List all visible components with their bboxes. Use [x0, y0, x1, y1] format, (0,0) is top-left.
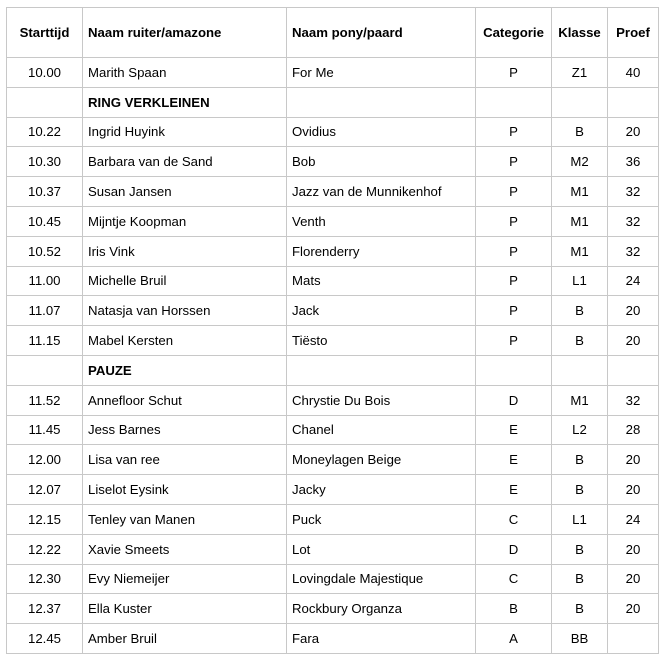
cell-ruiter: Mijntje Koopman: [83, 206, 287, 236]
schedule-table-wrapper: [6, 7, 659, 654]
cell-ruiter: Barbara van de Sand: [83, 147, 287, 177]
cell-paard: Rockbury Organza: [287, 594, 476, 624]
cell-proef: 20: [608, 326, 659, 356]
cell-ruiter: Natasja van Horssen: [83, 296, 287, 326]
cell-categorie: P: [476, 117, 552, 147]
cell-proef: 32: [608, 385, 659, 415]
cell-ruiter: RING VERKLEINEN: [83, 87, 287, 117]
cell-klasse: BB: [552, 624, 608, 654]
cell-paard: Moneylagen Beige: [287, 445, 476, 475]
cell-klasse: B: [552, 445, 608, 475]
cell-categorie: C: [476, 504, 552, 534]
table-body: [7, 58, 659, 654]
cell-paard: Mats: [287, 266, 476, 296]
cell-klasse: Z1: [552, 58, 608, 88]
cell-starttijd: 11.00: [7, 266, 83, 296]
cell-ruiter: Tenley van Manen: [83, 504, 287, 534]
cell-categorie: P: [476, 266, 552, 296]
cell-klasse: L1: [552, 266, 608, 296]
table-row: [7, 206, 659, 236]
cell-paard: Fara: [287, 624, 476, 654]
cell-proef: 28: [608, 415, 659, 445]
cell-starttijd: 10.52: [7, 236, 83, 266]
cell-paard: Jazz van de Munnikenhof: [287, 177, 476, 207]
cell-klasse: M1: [552, 385, 608, 415]
cell-starttijd: 12.00: [7, 445, 83, 475]
cell-ruiter: Annefloor Schut: [83, 385, 287, 415]
cell-proef: 20: [608, 117, 659, 147]
cell-categorie: E: [476, 415, 552, 445]
cell-starttijd: 10.00: [7, 58, 83, 88]
cell-klasse: [552, 87, 608, 117]
cell-categorie: P: [476, 296, 552, 326]
cell-paard: Chanel: [287, 415, 476, 445]
cell-starttijd: 11.15: [7, 326, 83, 356]
cell-paard: Jacky: [287, 475, 476, 505]
cell-starttijd: 12.37: [7, 594, 83, 624]
header-paard: Naam pony/paard: [287, 8, 476, 58]
cell-categorie: P: [476, 206, 552, 236]
header-row: [7, 8, 659, 58]
cell-starttijd: [7, 87, 83, 117]
table-header: [7, 8, 659, 58]
cell-proef: 32: [608, 177, 659, 207]
cell-klasse: L2: [552, 415, 608, 445]
cell-paard: Lovingdale Majestique: [287, 564, 476, 594]
header-starttijd: Starttijd: [7, 8, 83, 58]
cell-proef: 24: [608, 266, 659, 296]
header-ruiter: Naam ruiter/amazone: [83, 8, 287, 58]
cell-ruiter: Iris Vink: [83, 236, 287, 266]
table-row: [7, 564, 659, 594]
cell-paard: Venth: [287, 206, 476, 236]
cell-ruiter: Michelle Bruil: [83, 266, 287, 296]
cell-ruiter: Mabel Kersten: [83, 326, 287, 356]
table-row: [7, 594, 659, 624]
cell-paard: [287, 355, 476, 385]
cell-paard: Bob: [287, 147, 476, 177]
table-row: [7, 147, 659, 177]
cell-categorie: E: [476, 445, 552, 475]
table-row: [7, 117, 659, 147]
table-row: [7, 534, 659, 564]
section-row: [7, 87, 659, 117]
cell-starttijd: 10.37: [7, 177, 83, 207]
cell-klasse: M1: [552, 177, 608, 207]
cell-proef: 20: [608, 594, 659, 624]
cell-categorie: P: [476, 236, 552, 266]
cell-proef: [608, 624, 659, 654]
cell-ruiter: Xavie Smeets: [83, 534, 287, 564]
cell-starttijd: 10.45: [7, 206, 83, 236]
table-row: [7, 624, 659, 654]
cell-ruiter: Amber Bruil: [83, 624, 287, 654]
cell-paard: Chrystie Du Bois: [287, 385, 476, 415]
cell-starttijd: 12.30: [7, 564, 83, 594]
cell-klasse: B: [552, 117, 608, 147]
cell-klasse: B: [552, 564, 608, 594]
header-klasse: Klasse: [552, 8, 608, 58]
cell-proef: 32: [608, 206, 659, 236]
cell-categorie: A: [476, 624, 552, 654]
cell-starttijd: 10.22: [7, 117, 83, 147]
cell-proef: 20: [608, 445, 659, 475]
cell-ruiter: Susan Jansen: [83, 177, 287, 207]
cell-proef: [608, 355, 659, 385]
cell-starttijd: 10.30: [7, 147, 83, 177]
table-row: [7, 445, 659, 475]
cell-paard: Jack: [287, 296, 476, 326]
cell-klasse: B: [552, 594, 608, 624]
cell-proef: 40: [608, 58, 659, 88]
cell-paard: Ovidius: [287, 117, 476, 147]
table-row: [7, 475, 659, 505]
cell-klasse: L1: [552, 504, 608, 534]
cell-categorie: E: [476, 475, 552, 505]
cell-categorie: [476, 87, 552, 117]
cell-starttijd: 11.07: [7, 296, 83, 326]
cell-paard: For Me: [287, 58, 476, 88]
cell-klasse: M1: [552, 206, 608, 236]
table-row: [7, 385, 659, 415]
cell-paard: [287, 87, 476, 117]
cell-proef: 36: [608, 147, 659, 177]
cell-paard: Florenderry: [287, 236, 476, 266]
table-row: [7, 236, 659, 266]
cell-starttijd: 12.45: [7, 624, 83, 654]
cell-paard: Tiësto: [287, 326, 476, 356]
cell-ruiter: Evy Niemeijer: [83, 564, 287, 594]
cell-proef: 20: [608, 475, 659, 505]
header-categorie: Categorie: [476, 8, 552, 58]
cell-proef: 20: [608, 534, 659, 564]
cell-ruiter: Ella Kuster: [83, 594, 287, 624]
cell-starttijd: 12.07: [7, 475, 83, 505]
cell-categorie: [476, 355, 552, 385]
cell-paard: Lot: [287, 534, 476, 564]
table-row: [7, 266, 659, 296]
table-row: [7, 177, 659, 207]
cell-categorie: P: [476, 326, 552, 356]
cell-starttijd: 12.15: [7, 504, 83, 534]
cell-categorie: C: [476, 564, 552, 594]
cell-starttijd: 12.22: [7, 534, 83, 564]
cell-proef: 24: [608, 504, 659, 534]
cell-proef: 20: [608, 564, 659, 594]
cell-ruiter: Liselot Eysink: [83, 475, 287, 505]
table-row: [7, 415, 659, 445]
table-row: [7, 326, 659, 356]
cell-starttijd: 11.52: [7, 385, 83, 415]
cell-starttijd: 11.45: [7, 415, 83, 445]
cell-categorie: P: [476, 58, 552, 88]
cell-ruiter: Marith Spaan: [83, 58, 287, 88]
table-row: [7, 296, 659, 326]
cell-klasse: [552, 355, 608, 385]
cell-categorie: D: [476, 534, 552, 564]
table-row: [7, 504, 659, 534]
start-list-table: [6, 7, 659, 654]
cell-klasse: M2: [552, 147, 608, 177]
cell-starttijd: [7, 355, 83, 385]
cell-proef: 20: [608, 296, 659, 326]
cell-klasse: M1: [552, 236, 608, 266]
cell-ruiter: Ingrid Huyink: [83, 117, 287, 147]
header-proef: Proef: [608, 8, 659, 58]
cell-categorie: P: [476, 147, 552, 177]
cell-ruiter: PAUZE: [83, 355, 287, 385]
cell-proef: [608, 87, 659, 117]
cell-ruiter: Lisa van ree: [83, 445, 287, 475]
cell-klasse: B: [552, 475, 608, 505]
cell-categorie: B: [476, 594, 552, 624]
cell-klasse: B: [552, 534, 608, 564]
cell-paard: Puck: [287, 504, 476, 534]
table-row: [7, 58, 659, 88]
cell-ruiter: Jess Barnes: [83, 415, 287, 445]
cell-klasse: B: [552, 326, 608, 356]
cell-categorie: D: [476, 385, 552, 415]
section-row: [7, 355, 659, 385]
cell-proef: 32: [608, 236, 659, 266]
cell-klasse: B: [552, 296, 608, 326]
cell-categorie: P: [476, 177, 552, 207]
